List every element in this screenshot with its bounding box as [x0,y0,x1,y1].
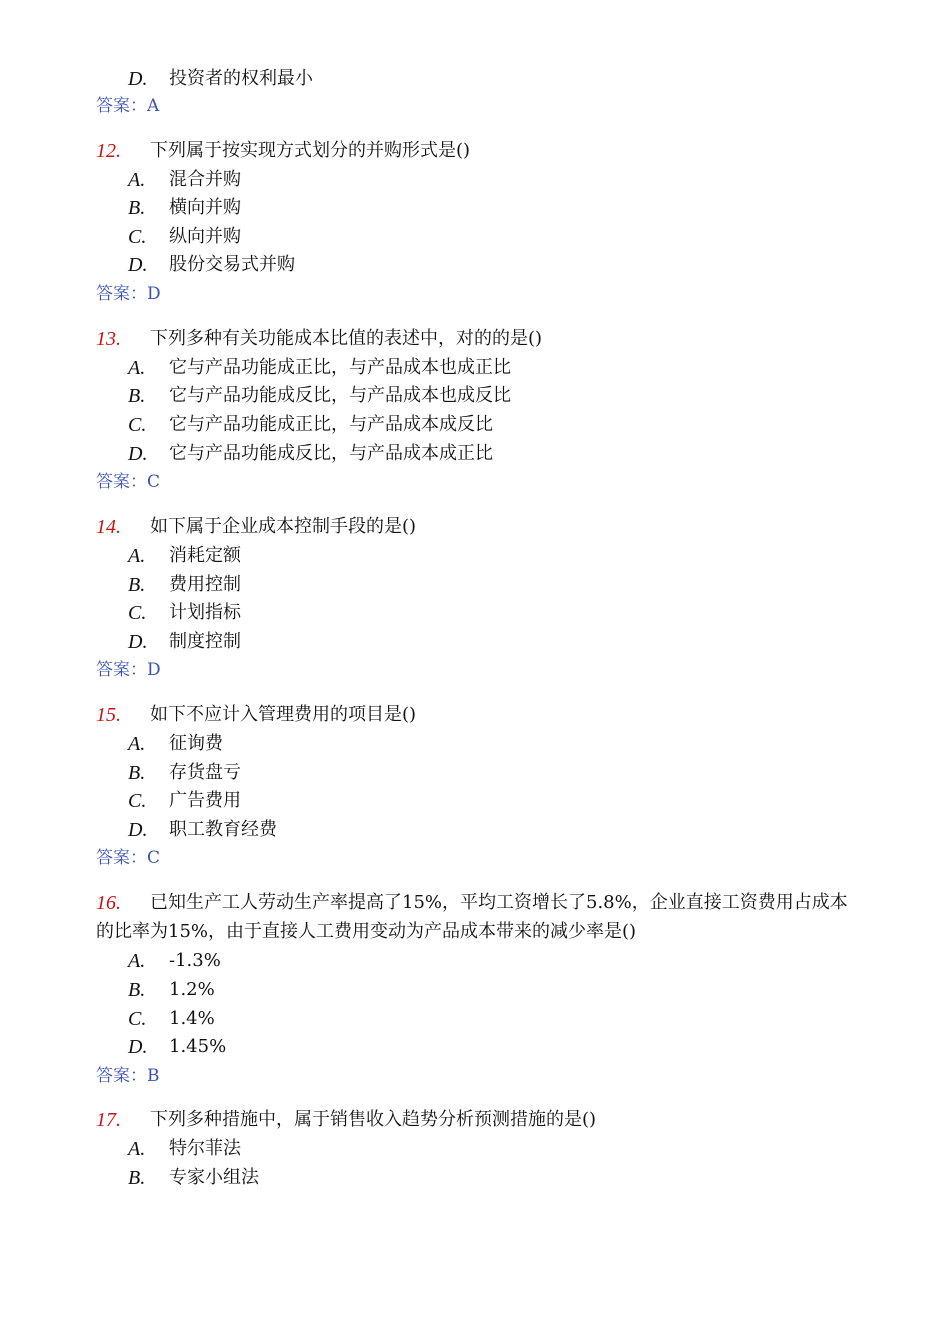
question-text: 下列多种有关功能成本比值的表述中，对的的是() [150,328,543,349]
answer: 答案：A [96,96,160,116]
question-row [0,889,950,917]
option-letter: A. [128,545,146,567]
option-text: 混合并购 [169,169,241,190]
answer-row [0,468,950,496]
option-text: 费用控制 [169,574,241,595]
question-row-continued [0,918,950,946]
option-text: 专家小组法 [169,1167,259,1188]
option-row [0,65,950,93]
question-number: 15. [96,704,121,726]
option-text: 制度控制 [169,631,241,652]
option-text: 1.45% [169,1036,227,1057]
option-letter: B. [128,197,146,219]
option-text: 职工教育经费 [169,819,277,840]
option-letter: A. [128,950,146,972]
answer-row [0,844,950,872]
answer-row [0,92,950,120]
option-text: 横向并购 [169,197,241,218]
option-letter: B. [128,762,146,784]
option-row [0,759,950,787]
option-letter: A. [128,1138,146,1160]
option-row [0,1164,950,1192]
option-text: 纵向并购 [169,226,241,247]
option-letter: D. [128,1036,148,1058]
option-row [0,628,950,656]
option-text: 它与产品功能成正比，与产品成本也成正比 [169,357,511,378]
option-row [0,1005,950,1033]
option-text: 广告费用 [169,790,241,811]
question-number: 17. [96,1109,121,1131]
option-letter: D. [128,819,148,841]
option-letter: C. [128,226,147,248]
answer: 答案：C [96,848,161,868]
option-letter: D. [128,254,148,276]
question-row [0,137,950,165]
option-text: 投资者的权利最小 [169,68,313,89]
question-number: 13. [96,328,121,350]
question-row [0,325,950,353]
option-letter: B. [128,385,146,407]
question-text: 如下不应计入管理费用的项目是() [150,704,417,725]
question-number: 16. [96,892,121,914]
option-text: 存货盘亏 [169,762,241,783]
answer-row [0,1062,950,1090]
option-letter: B. [128,574,146,596]
answer: 答案：D [96,660,161,680]
option-row [0,382,950,410]
question-text: 如下属于企业成本控制手段的是() [150,516,417,537]
option-text: 1.2% [169,979,215,1000]
question-number: 12. [96,140,121,162]
option-row [0,947,950,975]
option-letter: C. [128,1008,147,1030]
answer: 答案：C [96,472,161,492]
option-text: 它与产品功能成正比，与产品成本成反比 [169,414,493,435]
option-row [0,166,950,194]
answer-row [0,280,950,308]
option-letter: C. [128,602,147,624]
option-row [0,223,950,251]
option-letter: A. [128,733,146,755]
option-text: 特尔菲法 [169,1138,241,1159]
option-row [0,730,950,758]
option-letter: B. [128,979,146,1001]
option-text: 1.4% [169,1008,215,1029]
option-row [0,816,950,844]
option-text: 征询费 [169,733,223,754]
option-letter: D. [128,443,148,465]
option-letter: C. [128,414,147,436]
option-letter: C. [128,790,147,812]
question-text: 已知生产工人劳动生产率提高了15%，平均工资增长了5.8%，企业直接工资费用占成本 [150,892,848,913]
question-row [0,1106,950,1134]
option-text: 消耗定额 [169,545,241,566]
option-row [0,976,950,1004]
option-row [0,194,950,222]
option-row [0,542,950,570]
option-letter: D. [128,631,148,653]
option-row [0,571,950,599]
option-text: 股份交易式并购 [169,254,295,275]
answer: 答案：D [96,284,161,304]
option-row [0,354,950,382]
question-text-continued: 的比率为15%，由于直接人工费用变动为产品成本带来的减少率是() [96,921,637,942]
question-text: 下列多种措施中，属于销售收入趋势分析预测措施的是() [150,1109,597,1130]
option-row [0,1033,950,1061]
option-letter: D. [128,68,148,90]
option-row [0,1135,950,1163]
option-row [0,251,950,279]
answer: 答案：B [96,1066,160,1086]
option-letter: B. [128,1167,146,1189]
option-row [0,440,950,468]
question-number: 14. [96,516,121,538]
option-letter: A. [128,169,146,191]
question-row [0,513,950,541]
option-text: 计划指标 [169,602,241,623]
question-row [0,701,950,729]
option-row [0,411,950,439]
option-text: 它与产品功能成反比，与产品成本成正比 [169,443,493,464]
option-row [0,599,950,627]
option-text: -1.3% [169,950,221,971]
answer-row [0,656,950,684]
question-text: 下列属于按实现方式划分的并购形式是() [150,140,471,161]
option-text: 它与产品功能成反比，与产品成本也成反比 [169,385,511,406]
option-row [0,787,950,815]
option-letter: A. [128,357,146,379]
